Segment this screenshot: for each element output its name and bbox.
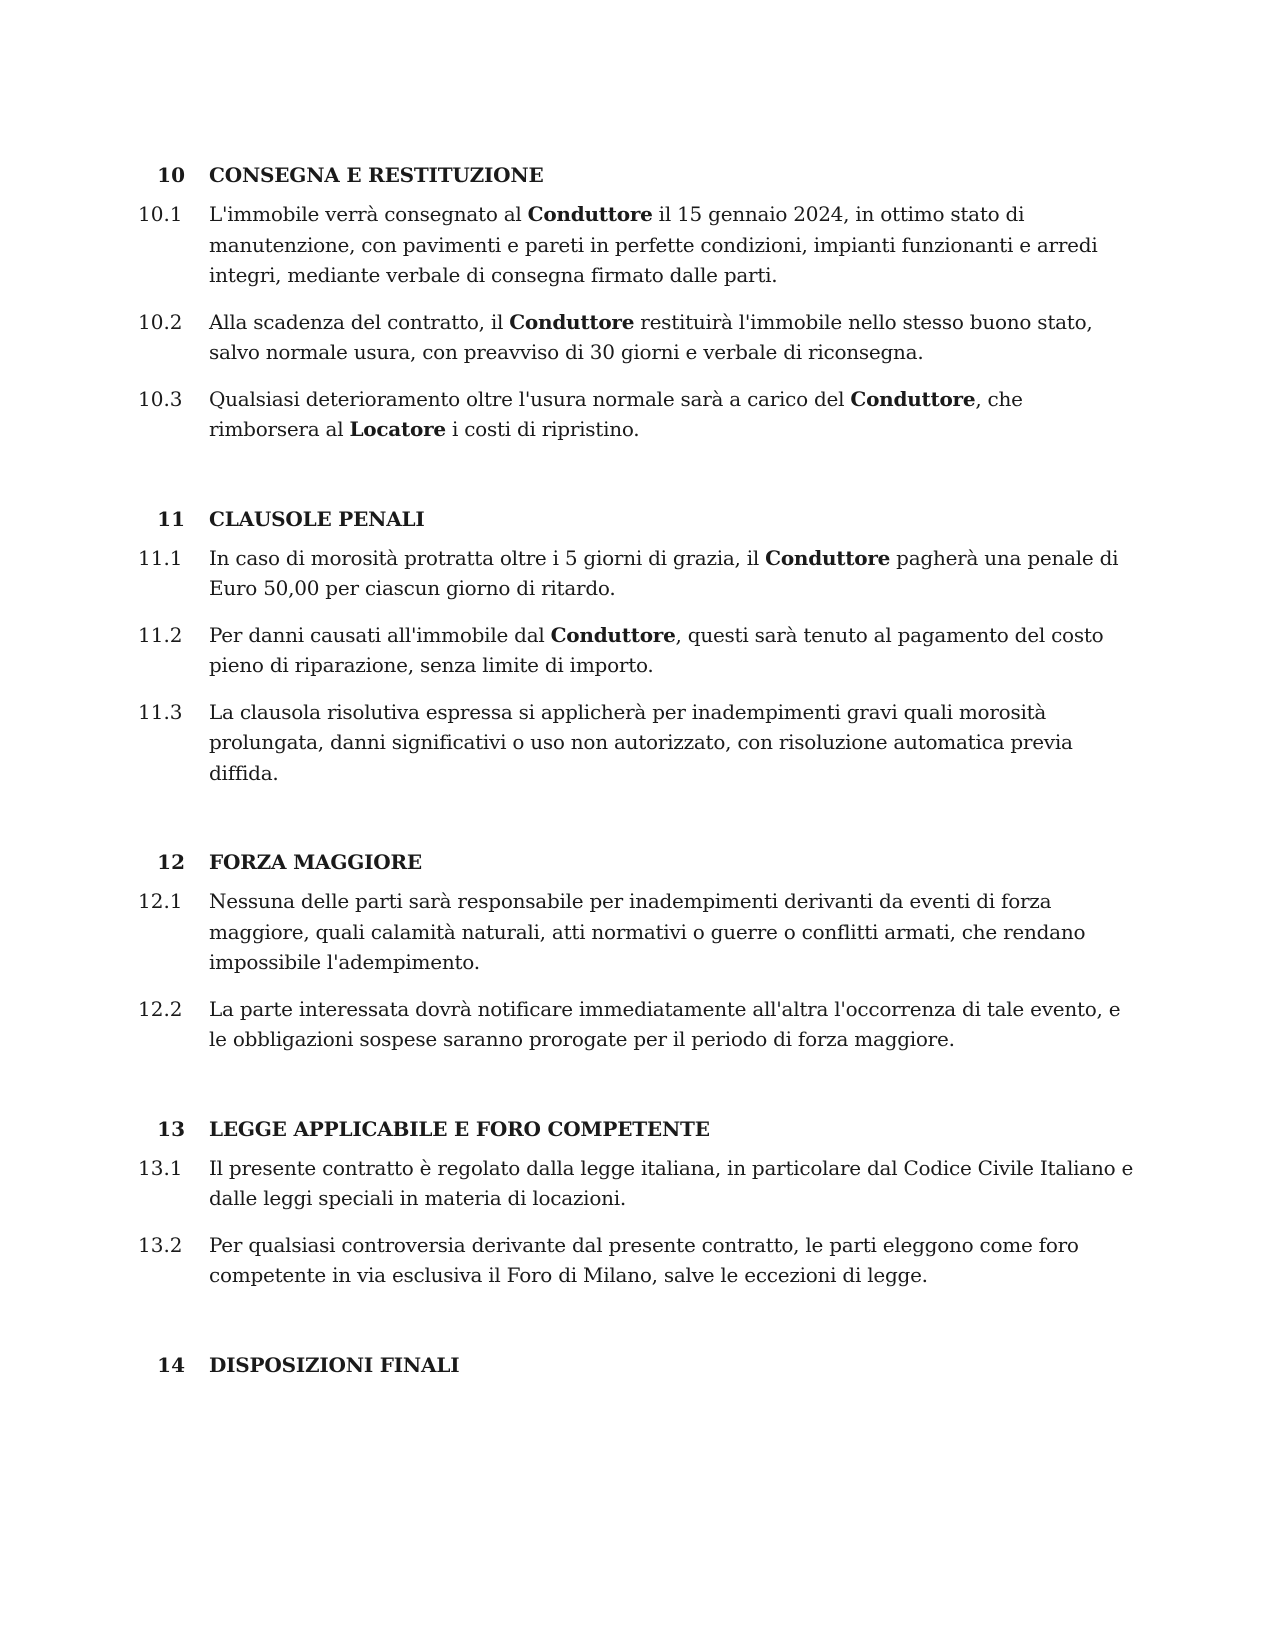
clause-text bbox=[209, 1153, 1138, 1214]
clause-text-run: La clausola risolutiva espressa si applicherà per inadempimenti gravi quali morosità prolungata, danni significativi o uso non autorizzato, con risoluzione automatica previa diffida. bbox=[209, 699, 1073, 785]
contract-body bbox=[138, 163, 1138, 1439]
clause-text bbox=[209, 307, 1138, 368]
section-title: DISPOSIZIONI FINALI bbox=[209, 1352, 460, 1377]
clause-number: 11.2 bbox=[138, 622, 183, 647]
clause-text-run: Per qualsiasi controversia derivante dal presente contratto, le parti eleggono come foro competente in via esclusiva il Foro di Milano, salve le eccezioni di legge. bbox=[209, 1232, 1079, 1287]
clause-text bbox=[209, 886, 1138, 978]
section-heading bbox=[138, 1117, 1138, 1141]
clause-text-run: La parte interessata dovrà notificare immediatamente all'altra l'occorrenza di tale evento, e le obbligazioni sospese saranno prorogate per il periodo di forza maggiore. bbox=[209, 996, 1121, 1051]
clause-text-run: il 15 gennaio 2024, in ottimo stato di manutenzione, con pavimenti e pareti in perfette condizioni, impianti funzionanti e arredi integri, mediante verbale di consegna firmato dalle parti. bbox=[209, 202, 1098, 287]
clause bbox=[138, 620, 1138, 681]
section-heading bbox=[138, 1353, 1138, 1377]
clause-number: 10.3 bbox=[138, 386, 183, 411]
clause-text-run: L'immobile verrà consegnato al bbox=[209, 202, 528, 226]
clause-number: 13.1 bbox=[138, 1155, 183, 1180]
section-13 bbox=[138, 1117, 1138, 1291]
section-heading bbox=[138, 850, 1138, 874]
clause-text-run: pagherà una penale di Euro 50,00 per ciascun giorno di ritardo. bbox=[209, 545, 1119, 600]
clause bbox=[138, 199, 1138, 291]
clause bbox=[138, 1230, 1138, 1291]
clause-text bbox=[209, 384, 1138, 445]
clause-text bbox=[209, 697, 1138, 789]
clause-text bbox=[209, 620, 1138, 681]
clause bbox=[138, 384, 1138, 445]
clause-text bbox=[209, 543, 1138, 604]
clause-text-run: Alla scadenza del contratto, il bbox=[209, 309, 510, 334]
clause-number: 13.2 bbox=[138, 1232, 183, 1257]
clause bbox=[138, 697, 1138, 789]
clause-text-run: Per danni causati all'immobile dal bbox=[209, 622, 551, 647]
clause-number: 12.1 bbox=[138, 889, 183, 913]
section-title: CONSEGNA E RESTITUZIONE bbox=[209, 163, 544, 187]
party-name: Conduttore bbox=[765, 545, 891, 570]
clause-text-run: Il presente contratto è regolato dalla legge italiana, in particolare dal Codice Civile Italiano e dalle leggi speciali in materia di locazioni. bbox=[209, 1155, 1134, 1210]
clause bbox=[138, 886, 1138, 978]
clause bbox=[138, 994, 1138, 1055]
clause bbox=[138, 1153, 1138, 1214]
section-heading bbox=[138, 507, 1138, 531]
section-title: FORZA MAGGIORE bbox=[209, 850, 422, 874]
section-title: CLAUSOLE PENALI bbox=[209, 506, 425, 531]
clause-text-run: In caso di morosità protratta oltre i 5 giorni di grazia, il bbox=[209, 545, 766, 570]
clause-number: 12.2 bbox=[138, 996, 183, 1021]
clause-number: 10.2 bbox=[138, 309, 183, 334]
clause-text bbox=[209, 994, 1138, 1055]
party-name: Conduttore bbox=[527, 202, 653, 226]
clause-text bbox=[209, 1230, 1138, 1291]
section-number: 10 bbox=[157, 163, 185, 187]
clause-text-run: , questi sarà tenuto al pagamento del costo pieno di riparazione, senza limite di importo. bbox=[209, 622, 1104, 677]
section-11 bbox=[138, 507, 1138, 789]
clause-text-run: restituirà l'immobile nello stesso buono stato, salvo normale usura, con preavviso di 30 giorni e verbale di riconsegna. bbox=[209, 309, 1093, 364]
section-number: 13 bbox=[157, 1116, 185, 1141]
party-name: Conduttore bbox=[509, 309, 635, 334]
party-name: Conduttore bbox=[550, 622, 676, 647]
clause-text-run: Qualsiasi deterioramento oltre l'usura normale sarà a carico del bbox=[209, 386, 851, 411]
clause bbox=[138, 543, 1138, 604]
section-10 bbox=[138, 163, 1138, 445]
clause-number: 11.3 bbox=[138, 699, 183, 724]
section-number: 14 bbox=[157, 1352, 185, 1377]
clause-text-run: Nessuna delle parti sarà responsabile per inadempimenti derivanti da eventi di forza maggiore, quali calamità naturali, atti normativi o guerre o conflitti armati, che rendano impossibile l'adempimento. bbox=[209, 889, 1086, 974]
section-title: LEGGE APPLICABILE E FORO COMPETENTE bbox=[209, 1116, 710, 1141]
section-12 bbox=[138, 850, 1138, 1055]
clause-number: 11.1 bbox=[138, 545, 183, 570]
clause-text-run: i costi di ripristino. bbox=[445, 417, 640, 441]
clause-text bbox=[209, 199, 1138, 291]
section-14 bbox=[138, 1353, 1138, 1377]
section-heading bbox=[138, 163, 1138, 187]
clause bbox=[138, 307, 1138, 368]
section-number: 12 bbox=[157, 850, 185, 874]
clause-text-run: , che rimborsera al bbox=[209, 386, 1023, 441]
party-name: Conduttore bbox=[850, 386, 976, 411]
section-number: 11 bbox=[157, 506, 185, 531]
clause-number: 10.1 bbox=[138, 202, 183, 226]
party-name: Locatore bbox=[349, 417, 446, 441]
